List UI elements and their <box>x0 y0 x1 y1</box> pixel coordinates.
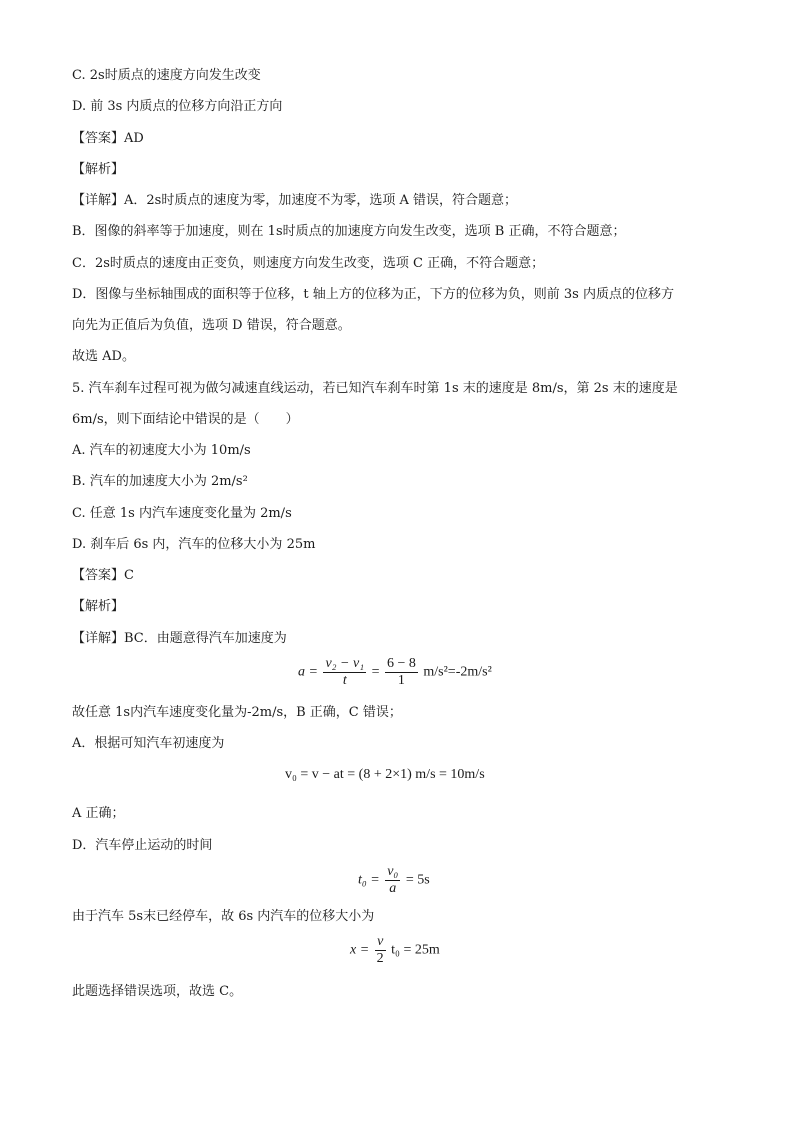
eq1-fraction-1 <box>323 656 366 689</box>
option-c-q5: C. 任意 1s 内汽车速度变化量为 2m/s <box>72 506 292 521</box>
detail-a-q5: A．根据可知汽车初速度为 <box>72 736 225 751</box>
equation-stop-time <box>358 864 430 897</box>
eq1-num2: 6 − 8 <box>386 656 416 671</box>
option-d-q4: D. 前 3s 内质点的位移方向沿正方向 <box>72 99 283 114</box>
eq1-num1: v₂ − v₁ <box>325 656 365 671</box>
equation-acceleration <box>298 656 492 689</box>
eq3-lhs: t₀ = <box>358 872 380 888</box>
answer-q4: 【答案】AD <box>72 131 144 146</box>
detail-b-q4: B．图像的斜率等于加速度，则在 1s时质点的加速度方向发生改变，选项 B 正确，不符合题意； <box>72 224 626 239</box>
eq1-den1: t <box>342 673 347 688</box>
detail-d-q4-line2: 向先为正值后为负值，选项 D 错误，符合题意。 <box>72 318 351 333</box>
eq1-fraction-2 <box>385 656 418 689</box>
analysis-heading-q5: 【解析】 <box>72 599 125 614</box>
detail-a-q4: 【详解】A．2s时质点的速度为零，加速度不为零，选项 A 错误，符合题意； <box>72 193 517 208</box>
eq4-den: 2 <box>376 951 384 966</box>
eq4-tail: t₀ = 25m <box>391 942 440 958</box>
analysis-heading-q4: 【解析】 <box>72 162 125 177</box>
question-5-line2: 6m/s，则下面结论中错误的是（ ） <box>72 412 299 427</box>
detail-d-q5: D．汽车停止运动的时间 <box>72 838 213 853</box>
detail-bc-q5: 【详解】BC．由题意得汽车加速度为 <box>72 631 287 646</box>
conclusion-q4: 故选 AD。 <box>72 349 135 364</box>
eq4-fraction <box>375 934 386 967</box>
equation-initial-velocity: v₀ = v − at = (8 + 2×1) m/s = 10m/s <box>285 767 485 782</box>
option-c-q4: C. 2s时质点的速度方向发生改变 <box>72 68 261 83</box>
eq1-lhs: a = <box>298 664 318 680</box>
equation-displacement <box>350 934 440 967</box>
eq1-equals: = <box>371 664 380 680</box>
option-a-q5: A. 汽车的初速度大小为 10m/s <box>72 443 251 458</box>
eq3-den: a <box>389 881 397 896</box>
eq1-tail: m/s²=-2m/s² <box>423 664 492 680</box>
answer-q5: 【答案】C <box>72 568 134 583</box>
eq4-num: v <box>375 934 386 951</box>
option-b-q5: B. 汽车的加速度大小为 2m/s² <box>72 474 248 489</box>
final-conclusion-q5: 此题选择错误选项，故选 C。 <box>72 984 243 999</box>
eq4-lhs: x = <box>350 942 370 958</box>
detail-c-q4: C．2s时质点的速度由正变负，则速度方向发生改变，选项 C 正确，不符合题意； <box>72 256 545 271</box>
question-5-line1: 5. 汽车刹车过程可视为做匀减速直线运动，若已知汽车刹车时第 1s 末的速度是 8m/s，第 2s 末的速度是 <box>72 381 678 396</box>
detail-a-q5-correct: A 正确； <box>72 806 125 821</box>
eq3-tail: = 5s <box>405 872 430 888</box>
eq3-fraction <box>385 864 400 897</box>
detail-bc-q5-conclusion: 故任意 1s内汽车速度变化量为-2m/s，B 正确，C 错误； <box>72 705 402 720</box>
eq3-num: v₀ <box>387 864 399 879</box>
detail-d-q5-displacement: 由于汽车 5s末已经停车，故 6s 内汽车的位移大小为 <box>72 909 375 924</box>
detail-d-q4-line1: D．图像与坐标轴围成的面积等于位移，t 轴上方的位移为正，下方的位移为负，则前 3s 内质点的位移方 <box>72 287 674 302</box>
option-d-q5: D. 刹车后 6s 内，汽车的位移大小为 25m <box>72 537 316 552</box>
eq1-den2: 1 <box>397 673 405 688</box>
